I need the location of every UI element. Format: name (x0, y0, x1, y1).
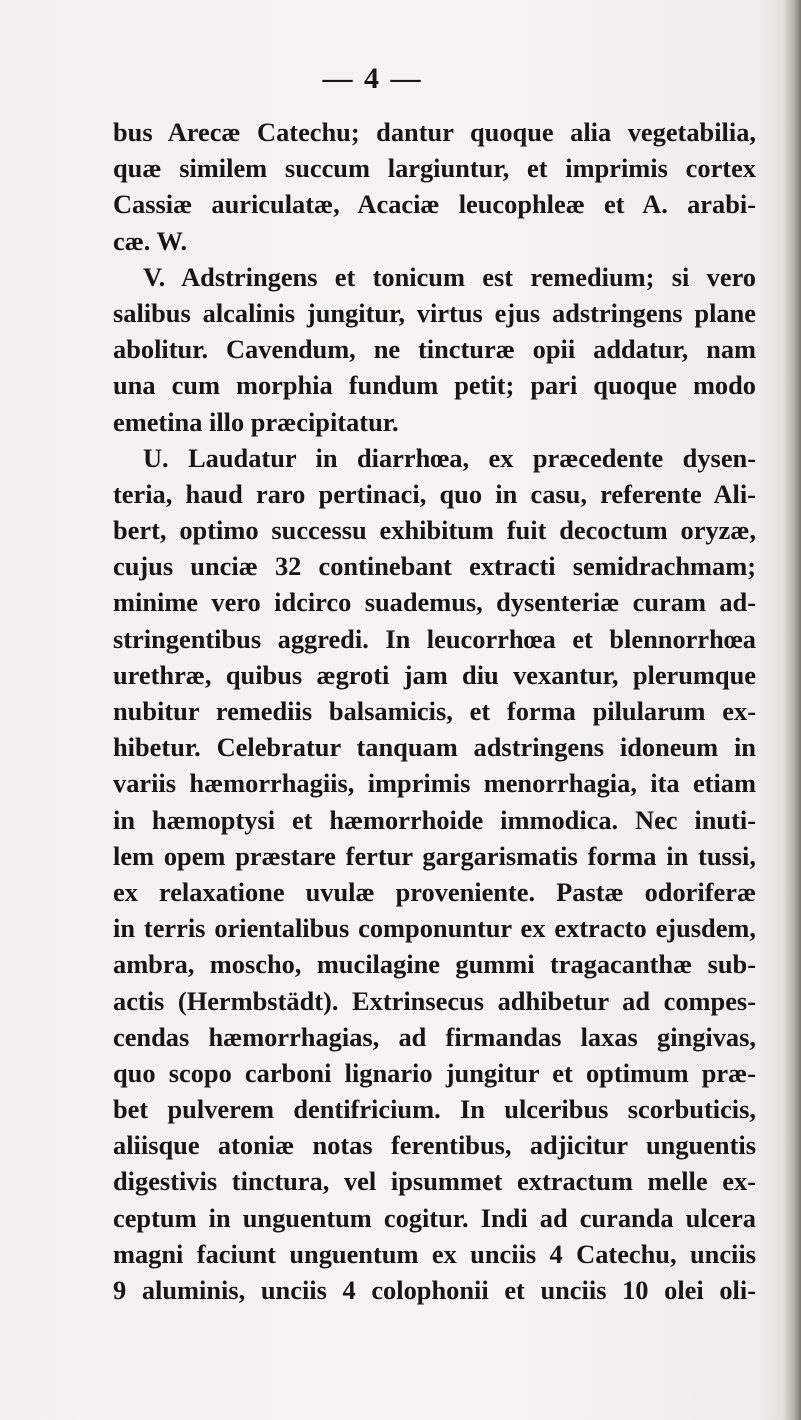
text-line: digestivis tinctura, vel ipsummet extractum melle ex- (113, 1166, 756, 1197)
text-line: bert, optimo successu exhibitum fuit decoctum oryzæ, (113, 515, 756, 546)
text-line: magni faciunt unguentum ex unciis 4 Catechu, unciis (113, 1238, 756, 1269)
text-line: lem opem præstare fertur gargarismatis forma in tussi, (113, 840, 756, 871)
text-line: Cassiæ auriculatæ, Acaciæ leucophleæ et A. arabi- (113, 189, 756, 220)
text-line: emetina illo præcipitatur. (113, 406, 399, 437)
text-line: ambra, moscho, mucilagine gummi tragacanthæ sub- (113, 949, 756, 980)
text-line: cujus unciæ 32 continebant extracti semidrachmam; (113, 551, 756, 582)
text-line: variis hæmorrhagiis, imprimis menorrhagia, ita etiam (113, 768, 756, 799)
text-line: urethræ, quibus ægroti jam diu vexantur, plerumque (113, 659, 756, 690)
page-edge-shadow (783, 0, 801, 1420)
page-number: — 4 — (322, 62, 423, 95)
text-line: ex relaxatione uvulæ proveniente. Pastæ odoriferæ (113, 876, 756, 907)
text-line: 9 aluminis, unciis 4 colophonii et unciis 10 olei oli- (113, 1275, 756, 1305)
text-line: V. Adstringens et tonicum est remedium; si vero (143, 261, 756, 292)
text-line: una cum morphia fundum petit; pari quoque modo (113, 370, 756, 401)
text-line: U. Laudatur in diarrhœa, ex præcedente dysen- (143, 442, 756, 473)
text-line: teria, haud raro pertinaci, quo in casu, referente Ali- (113, 478, 756, 509)
text-line: in terris orientalibus componuntur ex extracto ejusdem, (113, 913, 756, 944)
text-line: abolitur. Cavendum, ne tincturæ opii addatur, nam (113, 334, 756, 365)
text-line: hibetur. Celebratur tanquam adstringens idoneum in (113, 732, 756, 763)
text-line: bus Arecæ Catechu; dantur quoque alia vegetabilia, (113, 117, 756, 147)
text-line: quo scopo carboni lignario jungitur et optimum præ- (113, 1057, 756, 1088)
text-line: nubitur remediis balsamicis, et forma pilularum ex- (113, 696, 756, 726)
body-text (113, 114, 756, 1308)
text-line: salibus alcalinis jungitur, virtus ejus adstringens plane (113, 297, 756, 328)
text-line: stringentibus aggredi. In leucorrhœa et blennorrhœa (113, 623, 756, 654)
text-line: cendas hæmorrhagias, ad firmandas laxas gingivas, (113, 1021, 756, 1052)
text-line: actis (Hermbstädt). Extrinsecus adhibetur ad compes- (113, 985, 756, 1016)
text-line: minime vero idcirco suademus, dysenteriæ curam ad- (113, 587, 756, 618)
text-line: quæ similem succum largiuntur, et imprimis cortex (113, 153, 756, 184)
text-line: aliisque atoniæ notas ferentibus, adjicitur unguentis (113, 1130, 756, 1161)
text-line: bet pulverem dentifricium. In ulceribus scorbuticis, (113, 1094, 756, 1125)
text-line: cæ. W. (113, 225, 188, 256)
text-line: ceptum in unguentum cogitur. Indi ad curanda ulcera (113, 1202, 756, 1233)
text-line: in hæmoptysi et hæmorrhoide immodica. Nec inuti- (113, 804, 756, 835)
